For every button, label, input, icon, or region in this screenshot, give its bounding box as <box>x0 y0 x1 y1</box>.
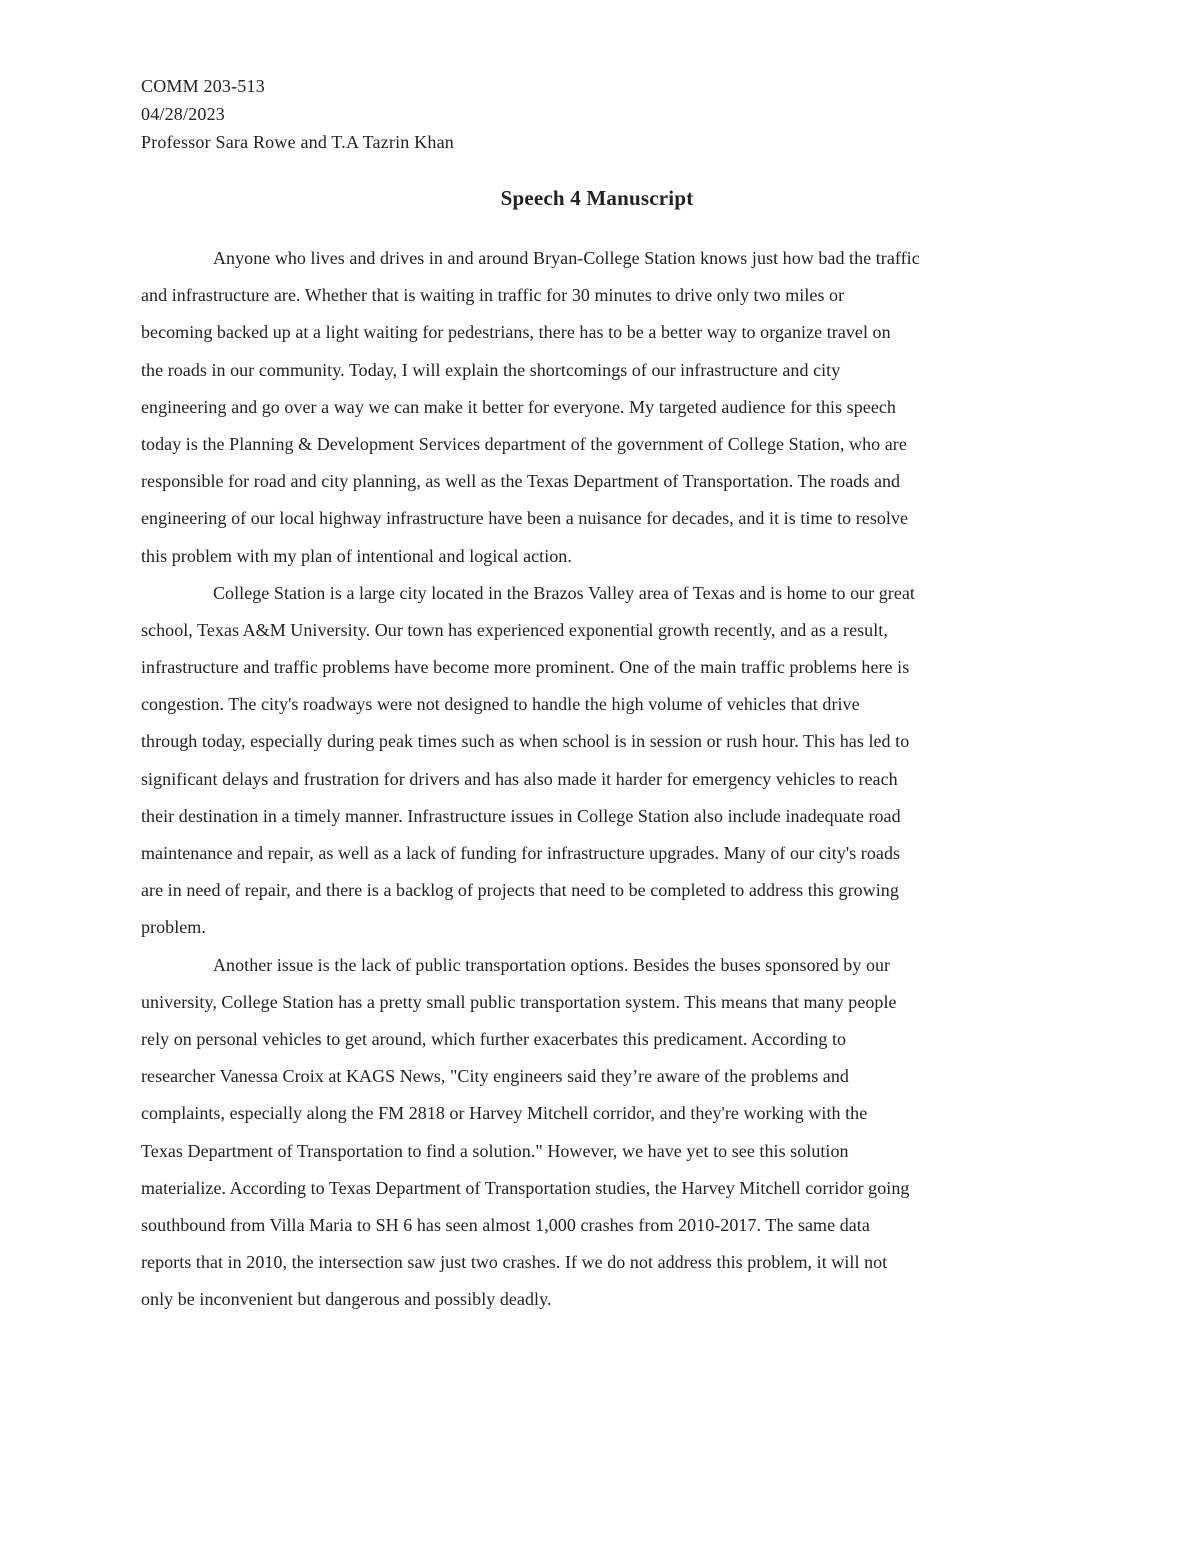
paragraph-line: becoming backed up at a light waiting for pedestrians, there has to be a better way to organize travel on <box>141 322 891 343</box>
paragraph-line: researcher Vanessa Croix at KAGS News, "City engineers said they’re aware of the problems and <box>141 1066 849 1087</box>
paragraph-line: materialize. According to Texas Department of Transportation studies, the Harvey Mitchell corridor going <box>141 1177 910 1198</box>
paragraph-line: only be inconvenient but dangerous and possibly deadly. <box>141 1289 552 1310</box>
document-header <box>141 72 1061 156</box>
paragraph-line: maintenance and repair, as well as a lack of funding for infrastructure upgrades. Many of our city's roads <box>141 843 901 863</box>
paragraph-line: rely on personal vehicles to get around, which further exacerbates this predicament. According to <box>141 1028 847 1049</box>
paragraph-line: this problem with my plan of intentional and logical action. <box>141 545 572 566</box>
paragraph-line: engineering of our local highway infrastructure have been a nuisance for decades, and it is time to resolve <box>141 508 909 529</box>
paragraph-line: the roads in our community. Today, I will explain the shortcomings of our infrastructure and city <box>141 359 841 380</box>
paragraph-line: school, Texas A&M University. Our town has experienced exponential growth recently, and as a result, <box>141 619 888 640</box>
paragraph-line: problem. <box>141 917 206 938</box>
manuscript-body <box>141 240 1061 1318</box>
paragraph-1 <box>141 240 1061 575</box>
paragraph-line: today is the Planning & Development Services department of the government of College Station, who are <box>141 433 907 454</box>
paragraph-line: are in need of repair, and there is a backlog of projects that need to be completed to address this growing <box>141 880 899 901</box>
paragraph-line: their destination in a timely manner. Infrastructure issues in College Station also include inadequate road <box>141 805 901 826</box>
course-code: COMM 203-513 <box>141 76 265 96</box>
paragraph-line: engineering and go over a way we can make it better for everyone. My targeted audience for this speech <box>141 396 896 417</box>
paragraph-3 <box>141 947 1061 1319</box>
paragraph-2 <box>141 575 1061 947</box>
paragraph-line: Texas Department of Transportation to find a solution." However, we have yet to see this solution <box>141 1140 849 1161</box>
paragraph-line: Anyone who lives and drives in and around Bryan-College Station knows just how bad the traffic <box>213 248 920 268</box>
paragraph-line: complaints, especially along the FM 2818 or Harvey Mitchell corridor, and they're working with the <box>141 1103 868 1124</box>
document-title: Speech 4 Manuscript <box>500 186 694 210</box>
paragraph-line: responsible for road and city planning, as well as the Texas Department of Transportation. The roads and <box>141 471 901 492</box>
paragraph-line: significant delays and frustration for drivers and has also made it harder for emergency vehicles to reach <box>141 768 898 789</box>
paragraph-line: reports that in 2010, the intersection saw just two crashes. If we do not address this problem, it will not <box>141 1252 888 1273</box>
paragraph-line: congestion. The city's roadways were not designed to handle the high volume of vehicles that drive <box>141 694 860 715</box>
paragraph-line: College Station is a large city located in the Brazos Valley area of Texas and is home to our great <box>213 582 915 603</box>
paragraph-line: southbound from Villa Maria to SH 6 has seen almost 1,000 crashes from 2010-2017. The same data <box>141 1214 870 1235</box>
paragraph-line: university, College Station has a pretty small public transportation system. This means that many people <box>141 991 897 1012</box>
instructor-names: Professor Sara Rowe and T.A Tazrin Khan <box>141 132 454 152</box>
paragraph-line: and infrastructure are. Whether that is waiting in traffic for 30 minutes to drive only two miles or <box>141 285 845 306</box>
paragraph-line: infrastructure and traffic problems have become more prominent. One of the main traffic problems here is <box>141 657 910 678</box>
submission-date: 04/28/2023 <box>141 104 226 124</box>
paragraph-line: through today, especially during peak times such as when school is in session or rush hour. This has led to <box>141 731 910 752</box>
paragraph-line: Another issue is the lack of public transportation options. Besides the buses sponsored by our <box>213 954 891 975</box>
